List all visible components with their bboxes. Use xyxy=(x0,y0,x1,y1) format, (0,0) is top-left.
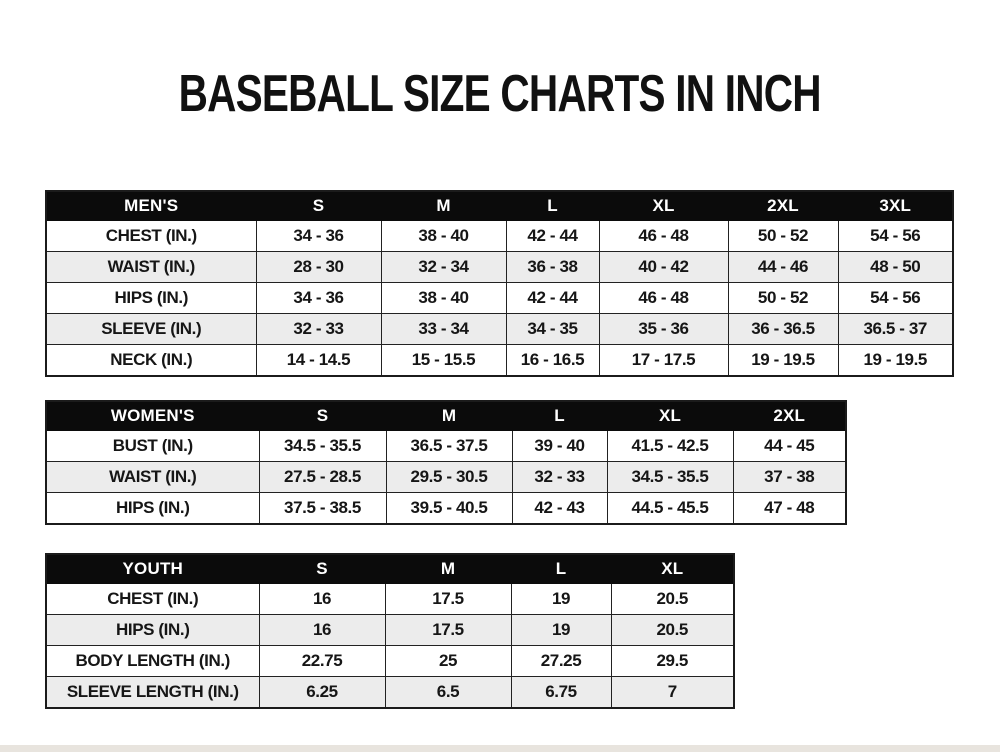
size-value: 17.5 xyxy=(385,584,511,615)
measurement-row xyxy=(46,646,734,677)
measurement-label: BODY LENGTH (IN.) xyxy=(46,646,259,677)
size-column-header: L xyxy=(511,554,611,584)
table-category-header: WOMEN'S xyxy=(46,401,259,431)
page-title xyxy=(0,64,1000,124)
size-column-header: XL xyxy=(611,554,734,584)
measurement-row xyxy=(46,615,734,646)
size-value: 32 - 34 xyxy=(381,252,506,283)
size-value: 54 - 56 xyxy=(838,283,953,314)
scan-edge-artifact xyxy=(0,745,1000,752)
size-value: 25 xyxy=(385,646,511,677)
size-value: 28 - 30 xyxy=(256,252,381,283)
size-column-header: M xyxy=(386,401,512,431)
measurement-label: WAIST (IN.) xyxy=(46,252,256,283)
size-value: 39.5 - 40.5 xyxy=(386,493,512,525)
size-value: 34 - 36 xyxy=(256,221,381,252)
size-value: 34 - 35 xyxy=(506,314,599,345)
youth-size-table xyxy=(45,553,735,709)
size-value: 34.5 - 35.5 xyxy=(259,431,386,462)
size-value: 6.25 xyxy=(259,677,385,709)
size-value: 29.5 - 30.5 xyxy=(386,462,512,493)
size-value: 33 - 34 xyxy=(381,314,506,345)
measurement-row xyxy=(46,677,734,709)
size-column-header: L xyxy=(506,191,599,221)
measurement-label: SLEEVE LENGTH (IN.) xyxy=(46,677,259,709)
measurement-label: HIPS (IN.) xyxy=(46,615,259,646)
size-value: 46 - 48 xyxy=(599,221,728,252)
size-value: 36.5 - 37 xyxy=(838,314,953,345)
size-value: 48 - 50 xyxy=(838,252,953,283)
measurement-label: HIPS (IN.) xyxy=(46,493,259,525)
size-value: 16 xyxy=(259,584,385,615)
size-value: 37.5 - 38.5 xyxy=(259,493,386,525)
measurement-label: HIPS (IN.) xyxy=(46,283,256,314)
size-value: 35 - 36 xyxy=(599,314,728,345)
size-value: 42 - 44 xyxy=(506,221,599,252)
header-row xyxy=(46,401,846,431)
size-column-header: XL xyxy=(599,191,728,221)
size-value: 38 - 40 xyxy=(381,283,506,314)
table-category-header: MEN'S xyxy=(46,191,256,221)
size-column-header: XL xyxy=(607,401,733,431)
table-category-header: YOUTH xyxy=(46,554,259,584)
size-value: 41.5 - 42.5 xyxy=(607,431,733,462)
size-value: 17.5 xyxy=(385,615,511,646)
size-value: 19 xyxy=(511,584,611,615)
size-value: 40 - 42 xyxy=(599,252,728,283)
size-value: 14 - 14.5 xyxy=(256,345,381,377)
size-value: 16 - 16.5 xyxy=(506,345,599,377)
measurement-label: NECK (IN.) xyxy=(46,345,256,377)
size-value: 46 - 48 xyxy=(599,283,728,314)
womens-size-table xyxy=(45,400,847,525)
size-value: 19 - 19.5 xyxy=(838,345,953,377)
size-column-header: 2XL xyxy=(733,401,846,431)
size-column-header: S xyxy=(259,554,385,584)
size-value: 15 - 15.5 xyxy=(381,345,506,377)
header-row xyxy=(46,191,953,221)
size-column-header: 3XL xyxy=(838,191,953,221)
size-value: 6.75 xyxy=(511,677,611,709)
size-value: 19 xyxy=(511,615,611,646)
size-value: 42 - 44 xyxy=(506,283,599,314)
size-column-header: 2XL xyxy=(728,191,838,221)
size-value: 42 - 43 xyxy=(512,493,607,525)
measurement-row xyxy=(46,345,953,377)
size-value: 36 - 36.5 xyxy=(728,314,838,345)
mens-size-table xyxy=(45,190,954,377)
size-value: 44 - 45 xyxy=(733,431,846,462)
size-value: 7 xyxy=(611,677,734,709)
measurement-label: BUST (IN.) xyxy=(46,431,259,462)
size-column-header: S xyxy=(256,191,381,221)
size-value: 50 - 52 xyxy=(728,283,838,314)
size-column-header: S xyxy=(259,401,386,431)
size-value: 16 xyxy=(259,615,385,646)
size-value: 27.5 - 28.5 xyxy=(259,462,386,493)
size-value: 19 - 19.5 xyxy=(728,345,838,377)
size-column-header: L xyxy=(512,401,607,431)
size-value: 47 - 48 xyxy=(733,493,846,525)
measurement-row xyxy=(46,283,953,314)
size-value: 54 - 56 xyxy=(838,221,953,252)
size-value: 32 - 33 xyxy=(512,462,607,493)
size-value: 34.5 - 35.5 xyxy=(607,462,733,493)
size-value: 22.75 xyxy=(259,646,385,677)
measurement-label: CHEST (IN.) xyxy=(46,221,256,252)
size-value: 27.25 xyxy=(511,646,611,677)
size-value: 34 - 36 xyxy=(256,283,381,314)
size-value: 38 - 40 xyxy=(381,221,506,252)
size-value: 44 - 46 xyxy=(728,252,838,283)
measurement-row xyxy=(46,493,846,525)
size-value: 36 - 38 xyxy=(506,252,599,283)
measurement-row xyxy=(46,314,953,345)
size-column-header: M xyxy=(385,554,511,584)
measurement-label: CHEST (IN.) xyxy=(46,584,259,615)
size-value: 44.5 - 45.5 xyxy=(607,493,733,525)
measurement-label: WAIST (IN.) xyxy=(46,462,259,493)
measurement-row xyxy=(46,431,846,462)
size-column-header: M xyxy=(381,191,506,221)
size-value: 6.5 xyxy=(385,677,511,709)
measurement-row xyxy=(46,584,734,615)
size-value: 20.5 xyxy=(611,615,734,646)
measurement-row xyxy=(46,221,953,252)
size-value: 17 - 17.5 xyxy=(599,345,728,377)
size-value: 36.5 - 37.5 xyxy=(386,431,512,462)
size-value: 29.5 xyxy=(611,646,734,677)
page-title-text: BASEBALL SIZE CHARTS IN INCH xyxy=(178,65,822,123)
measurement-row xyxy=(46,462,846,493)
size-value: 32 - 33 xyxy=(256,314,381,345)
measurement-label: SLEEVE (IN.) xyxy=(46,314,256,345)
header-row xyxy=(46,554,734,584)
measurement-row xyxy=(46,252,953,283)
size-value: 50 - 52 xyxy=(728,221,838,252)
size-value: 39 - 40 xyxy=(512,431,607,462)
size-value: 20.5 xyxy=(611,584,734,615)
size-value: 37 - 38 xyxy=(733,462,846,493)
